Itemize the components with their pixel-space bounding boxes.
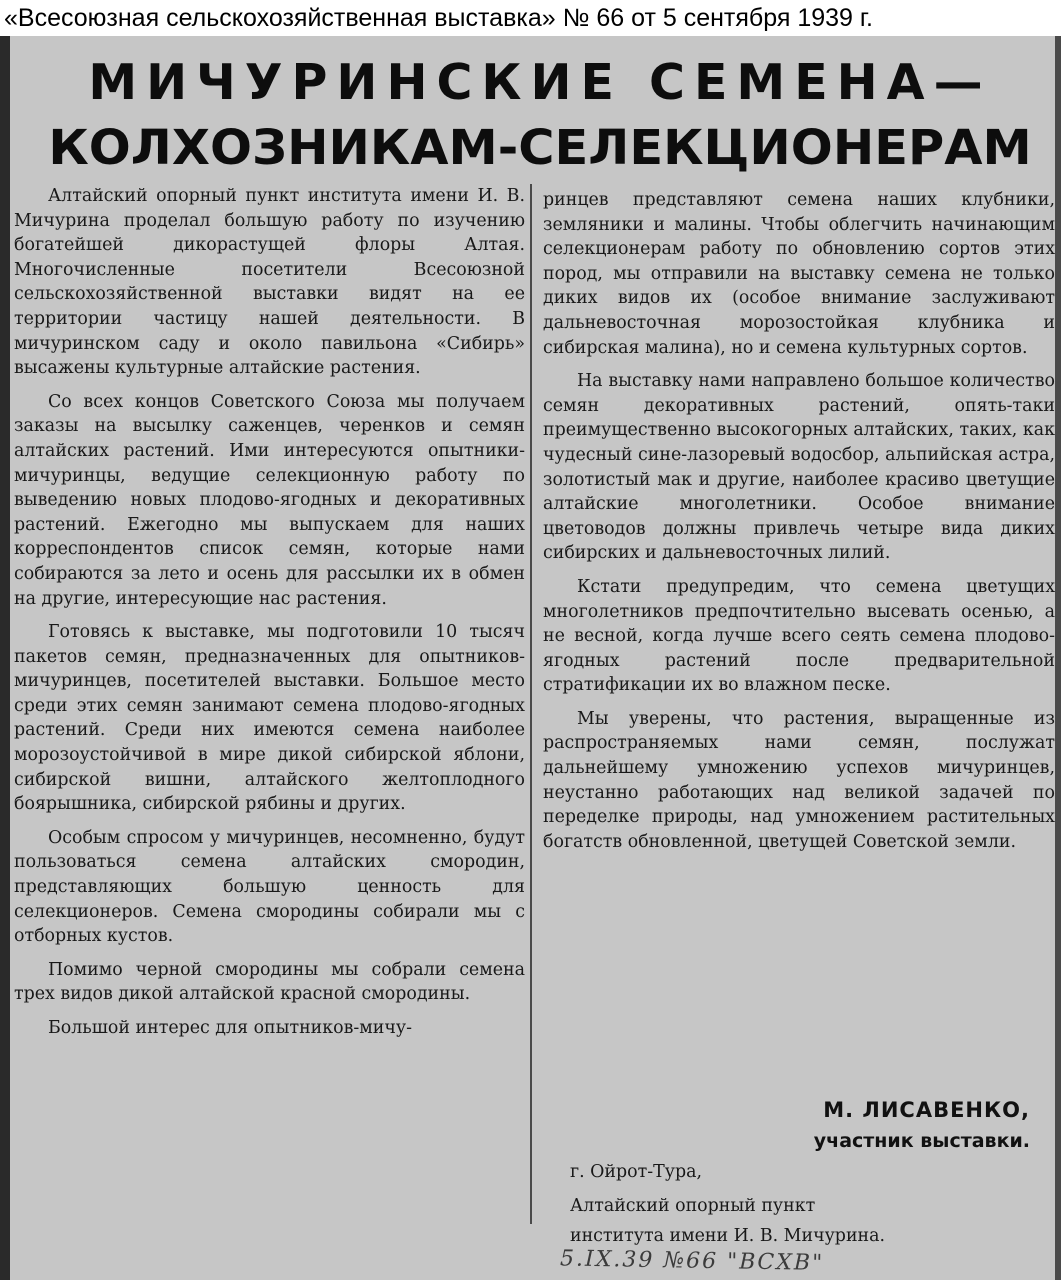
- paragraph: Особым спросом у мичуринцев, несомненно, будут пользоваться семена алтайских смородин, представляющих большую ценность для селекционеров. Семена смородины собирали мы с отборных кустов.: [14, 827, 525, 947]
- clipping-right-edge: [1055, 36, 1061, 1280]
- clipping-left-edge: [0, 36, 10, 1280]
- place-line-1: г. Ойрот-Тура,: [570, 1162, 702, 1182]
- headline-line-1: МИЧУРИНСКИЕ СЕМЕНА—: [88, 54, 992, 111]
- author-name: М. ЛИСАВЕНКО,: [823, 1098, 1030, 1122]
- newspaper-clipping: [0, 36, 1061, 1280]
- author-role: участник выставки.: [813, 1130, 1030, 1152]
- paragraph: ринцев представляют семена наших клубники, земляники и малины. Чтобы облегчить начинающим селекционерам работу по обновлению сортов этих пород, мы отправили на выставку семена не только диких видов их (особое внимание заслуживают дальневосточная морозостойкая клубника и сибирская малина), но и семена культурных сортов.: [543, 190, 1055, 358]
- handwritten-note: 5.IX.39 №66 "ВСХВ": [559, 1246, 825, 1276]
- place-line-3: института имени И. В. Мичурина.: [570, 1226, 886, 1246]
- paragraph: Большой интерес для опытников-мичу-: [48, 1018, 412, 1038]
- paragraph: Алтайский опорный пункт института имени И. В. Мичурина проделал большую работу по изучению богатейшей дикорастущей флоры Алтая. Многочисленные посетители Всесоюзной сельскохозяйственной выставки видят на ее территории частицу нашей деятельности. В мичуринском саду и около павильона «Сибирь» высажены культурные алтайские растения.: [14, 186, 525, 379]
- article-right-column: [543, 188, 1055, 863]
- paragraph: Помимо черной смородины мы собрали семена трех видов дикой алтайской красной смородины.: [14, 959, 525, 1005]
- paragraph: Кстати предупредим, что семена цветущих многолетников предпочтительно высевать осенью, а не весной, когда лучше всего сеять семена плодово-ягодных растений после предварительной стратификации их во влажном песке.: [543, 576, 1055, 696]
- place-line-2: Алтайский опорный пункт: [570, 1196, 816, 1216]
- column-divider: [530, 184, 532, 1224]
- paragraph: Со всех концов Советского Союза мы получаем заказы на высылку саженцев, черенков и семян алтайских растений. Ими интересуются опытники-мичуринцы, ведущие селекционную работу по выведению новых плодово-ягодных и декоративных растений. Ежегодно мы выпускаем для наших корреспондентов список семян, которые нами собираются за лето и осень для рассылки их в обмен на другие, интересующие нас растения.: [14, 391, 525, 609]
- paragraph: Мы уверены, что растения, выращенные из распространяемых нами семян, послужат дальнейшему умножению успехов мичуринцев, неустанно работающих над великой задачей по переделке природы, над умножением растительных богатств обновленной, цветущей Советской земли.: [543, 708, 1055, 852]
- page-caption: «Всесоюзная сельскохозяйственная выставка» № 66 от 5 сентября 1939 г.: [0, 0, 1061, 36]
- article-left-column: [14, 184, 525, 1050]
- headline-line-2: КОЛХОЗНИКАМ-СЕЛЕКЦИОНЕРАМ: [48, 120, 1032, 176]
- paragraph: Готовясь к выставке, мы подготовили 10 тысяч пакетов семян, предназначенных для опытников-мичуринцев, посетителей выставки. Большое место среди этих семян занимают семена плодово-ягодных растений. Среди них имеются семена наиболее морозоустойчивой в мире дикой сибирской яблони, сибирской вишни, алтайского желтоплодного боярышника, сибирской рябины и других.: [14, 622, 525, 815]
- paragraph: На выставку нами направлено большое количество семян декоративных растений, опять-таки преимущественно высокогорных алтайских, таких, как чудесный сине-лазоревый водосбор, альпийская астра, золотистый мак и другие, наиболее красиво цветущие алтайские многолетники. Особое внимание цветоводов должны привлечь четыре вида диких сибирских и дальневосточных лилий.: [543, 371, 1055, 564]
